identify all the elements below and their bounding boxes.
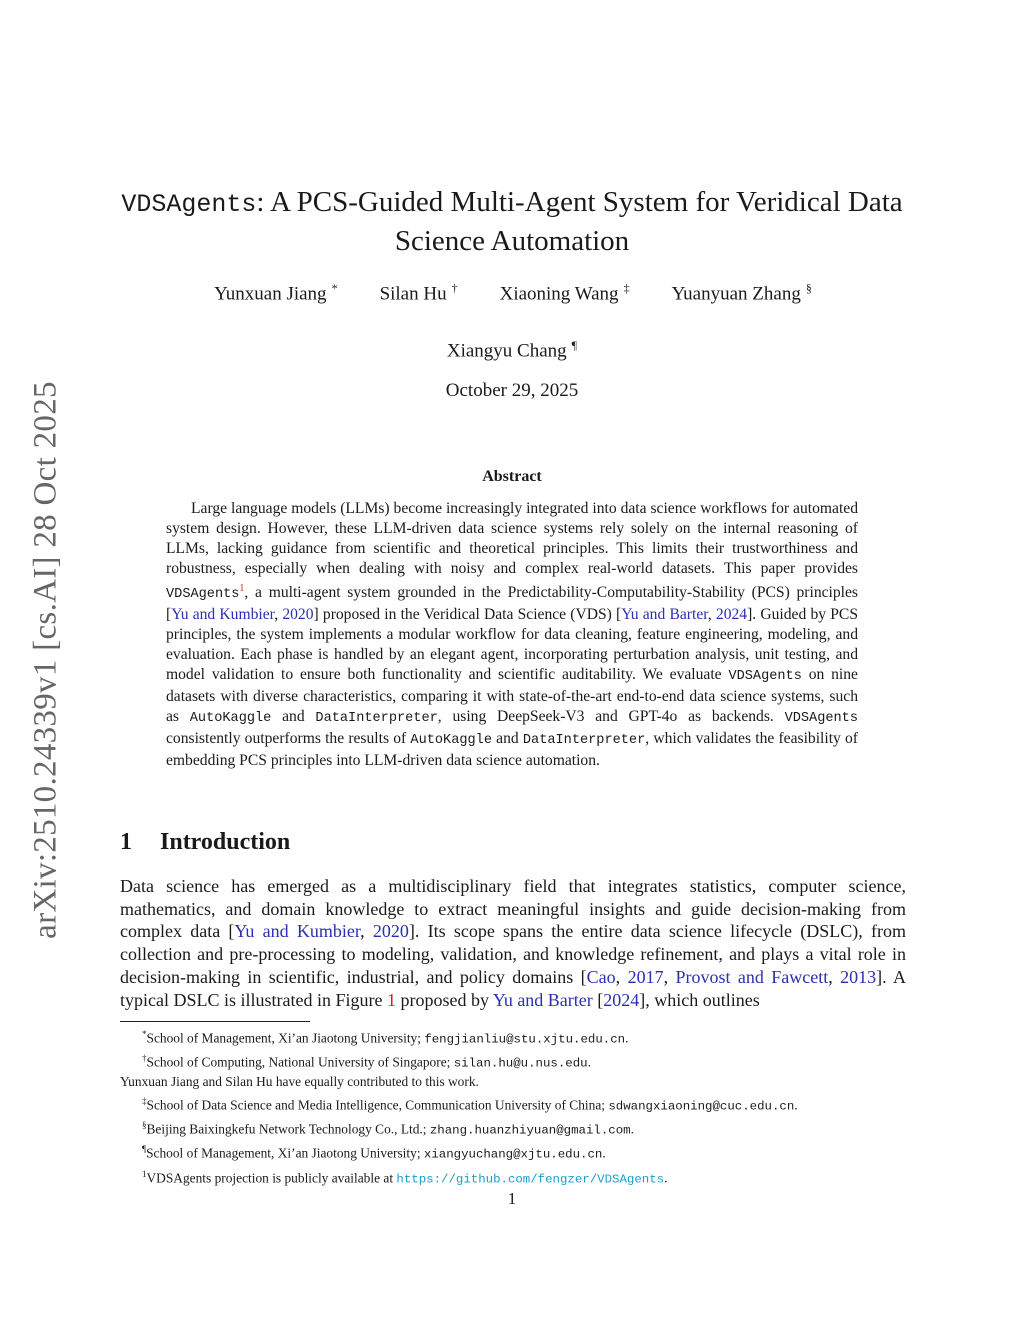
footnote-email: sdwangxiaoning@cuc.edu.cn: [608, 1099, 795, 1114]
footnote-email: xiangyuchang@xjtu.edu.cn: [423, 1147, 603, 1162]
section-number: 1: [120, 829, 132, 855]
citation-link[interactable]: 2017: [627, 966, 664, 987]
footnote-text: School of Data Science and Media Intelligence, Communication University of China;: [146, 1097, 609, 1113]
footnote-email: zhang.huanzhiyuan@gmail.com: [429, 1123, 631, 1138]
abstract-text: ] proposed in the Veridical Data Science (VDS) [: [313, 606, 622, 624]
footnote-mark: †: [142, 1053, 147, 1064]
author: [359, 281, 479, 305]
citation-link[interactable]: Yu and Barter: [621, 606, 708, 624]
citation-link[interactable]: 2013: [840, 966, 877, 987]
body-text: ]. A typical DSLC is illustrated in Figure: [120, 966, 907, 1010]
citation-link[interactable]: Yu and Kumbier: [234, 921, 361, 942]
footnote-text: School of Management, Xi’an Jiaotong University;: [146, 1145, 424, 1161]
figure-ref-link[interactable]: 1: [386, 989, 396, 1010]
abstract-text: consistently outperforms the results of: [166, 730, 411, 748]
system-name: VDSAgents: [784, 711, 858, 727]
abstract-text: and: [491, 730, 523, 748]
body-text: , which outlines: [645, 989, 760, 1010]
publication-date: October 29, 2025: [445, 380, 579, 401]
author-affiliation-mark: ¶: [571, 338, 578, 352]
citation-link[interactable]: 2024: [603, 989, 640, 1010]
footnote: *School of Management, Xi’an Jiaotong University; fengjianliu@stu.xjtu.edu.cn.: [142, 1029, 629, 1047]
section-title: Introduction: [160, 829, 291, 855]
footnote-text: School of Management, Xi’an Jiaotong University;: [146, 1030, 425, 1046]
paper-title: [110, 184, 914, 259]
author-name: Xiaoning Wang: [499, 283, 619, 305]
author-name: Yunxuan Jiang: [214, 283, 327, 305]
abstract-text: , using DeepSeek-V3 and GPT-4o as backends.: [437, 708, 785, 726]
author-affiliation-mark: ‡: [623, 281, 630, 295]
footnote-mark: §: [142, 1120, 147, 1131]
page-number: 1: [507, 1189, 517, 1208]
system-name: DataInterpreter: [315, 711, 438, 727]
abstract-text: , which validates the feasibility of embedding PCS principles into LLM-driven data science automation.: [166, 730, 859, 770]
author: [651, 281, 833, 305]
system-name: AutoKaggle: [189, 711, 272, 727]
abstract-text: , a multi-agent system grounded in the Predictability-Computability-Stability (PCS) principles [: [166, 584, 858, 624]
author: [479, 281, 651, 305]
title-system-name: VDSAgents: [121, 190, 257, 219]
author: [193, 281, 358, 305]
footnote-divider: [120, 1021, 310, 1022]
introduction-paragraph: Data science has emerged as a multidisciplinary field that integrates statistics, computer science, mathematics, and domain knowledge to extract meaningful insights and guide decision-making from complex data [Yu and Kumbier, 2020]. Its scope spans the entire data science lifecycle (DSLC), from collection and pre-processing to modeling, validation, and knowledge refinement, and plays a vital role in decision-making in scientific, industrial, and policy domains [Cao, 2017, Provost and Fawcett, 2013]. A typical DSLC is illustrated in Figure 1 proposed by Yu and Barter [2024], which outlines: [120, 876, 907, 1010]
footnote: §Beijing Baixingkefu Network Technology Co., Ltd.; zhang.huanzhiyuan@gmail.com.: [142, 1120, 634, 1138]
repository-url-link[interactable]: https://github.com/fengzer/VDSAgents: [396, 1172, 665, 1187]
citation-link[interactable]: Cao: [586, 966, 616, 987]
footnote: ‡School of Data Science and Media Intelligence, Communication University of China; sdwangxiaoning@cuc.edu.cn.: [142, 1096, 798, 1114]
title-line2: Science Automation: [394, 225, 630, 257]
abstract-text: Large language models (LLMs) become increasingly integrated into data science workflows for automated system design. However, these LLM-driven data science systems rely solely on the internal reasoning of LLMs, lacking guidance from scientific and theoretical principles. This limits their trustworthiness and robustness, especially when dealing with noisy and complex real-world datasets. This paper provides: [166, 500, 858, 577]
footnotes: [120, 1025, 920, 1189]
footnote-text: VDSAgents projection is publicly available at: [146, 1170, 397, 1186]
footnote-mark: 1: [142, 1168, 147, 1179]
body-text: proposed by: [395, 989, 493, 1010]
author-affiliation-mark: §: [805, 281, 812, 295]
body-text: ]. Its scope spans the entire data science lifecycle (DSLC), from collection and pre-processing to modeling, validation, and knowledge refinement, and plays a vital role in decision-making in scientific, industrial, and policy domains [: [120, 921, 906, 987]
footnote-email: fengjianliu@stu.xjtu.edu.cn: [424, 1032, 626, 1047]
abstract-text: on nine datasets with diverse characteristics, comparing it with state-of-the-art end-to-end data science systems, such as: [166, 666, 858, 726]
author-name: Xiangyu Chang: [446, 340, 567, 362]
footnote-text: Beijing Baixingkefu Network Technology Co., Ltd.;: [146, 1121, 430, 1137]
footnote: $^1$VDSAgents projection is publicly available at https://github.com/fengzer/VDSAgents.: [142, 1168, 668, 1187]
footnote: Yunxuan Jiang and Silan Hu have equally contributed to this work.: [120, 1074, 479, 1090]
citation-link[interactable]: Yu and Kumbier: [171, 606, 275, 624]
author-name: Yuanyuan Zhang: [671, 283, 801, 305]
citation-link[interactable]: 2020: [282, 606, 314, 624]
footnote-mark: ‡: [142, 1096, 147, 1107]
author-affiliation-mark: *: [331, 281, 338, 295]
footnote-email: silan.hu@u.nus.edu: [453, 1056, 588, 1071]
footnote: ¶School of Management, Xi’an Jiaotong University; xiangyuchang@xjtu.edu.cn.: [142, 1144, 606, 1162]
system-name: AutoKaggle: [410, 733, 492, 749]
system-name: VDSAgents: [166, 587, 240, 603]
footnote-mark: ¶: [142, 1144, 147, 1155]
footnote-text: School of Computing, National University of Singapore;: [146, 1054, 454, 1070]
abstract-text: and: [271, 708, 316, 726]
author-name: Silan Hu: [379, 283, 447, 305]
author-list: [120, 281, 906, 305]
title-line1: : A PCS-Guided Multi-Agent System for Veridical Data: [256, 186, 903, 218]
footnote-mark: *: [142, 1029, 147, 1039]
arxiv-identifier-stamp: arXiv:2510.24339v1 [cs.AI] 28 Oct 2025: [27, 381, 64, 939]
author-affiliation-mark: †: [451, 281, 458, 295]
abstract-text: ]. Guided by PCS principles, the system implements a modular workflow for data cleaning, feature engineering, modeling, and evaluation. Each phase is handled by an elegant agent, incorporating perturbation analysis, unit testing, and model validation to ensure both functionality and scientific auditability. We evaluate: [166, 606, 858, 684]
system-name: DataInterpreter: [522, 733, 646, 749]
citation-link[interactable]: Provost and Fawcett: [675, 966, 829, 987]
abstract-heading: Abstract: [482, 468, 542, 485]
footnote-ref[interactable]: 1: [239, 583, 245, 594]
section-heading: [120, 829, 290, 856]
system-name: VDSAgents: [728, 669, 802, 685]
citation-link[interactable]: 2020: [372, 921, 409, 942]
abstract-body: Large language models (LLMs) become increasingly integrated into data science workflows for automated system design. However, these LLM-driven data science systems rely solely on the internal reasoning of LLMs, lacking guidance from scientific and theoretical principles. This limits their trustworthiness and robustness, especially when dealing with noisy and complex real-world datasets. This paper provides VDSAgents$^1$, a multi-agent system grounded in the Predictability-Computability-Stability (PCS) principles [Yu and Kumbier, 2020] proposed in the Veridical Data Science (VDS) [Yu and Barter, 2024]. Guided by PCS principles, the system implements a modular workflow for data cleaning, feature engineering, modeling, and evaluation. Each phase is handled by an elegant agent, incorporating perturbation analysis, unit testing, and model validation to ensure both functionality and scientific auditability. We evaluate VDSAgents on nine datasets with diverse characteristics, comparing it with state-of-the-art end-to-end data science systems, such as AutoKaggle and DataInterpreter, using DeepSeek-V3 and GPT-4o as backends. VDSAgents consistently outperforms the results of AutoKaggle and DataInterpreter, which validates the feasibility of embedding PCS principles into LLM-driven data science automation.: [166, 500, 859, 770]
citation-link[interactable]: Yu and Barter: [492, 989, 593, 1010]
citation-link[interactable]: 2024: [715, 606, 748, 624]
footnote: †School of Computing, National University of Singapore; silan.hu@u.nus.edu.: [142, 1053, 591, 1071]
author: [0, 338, 1024, 362]
body-text: Data science has emerged as a multidisciplinary field that integrates statistics, computer science, mathematics, and domain knowledge to extract meaningful insights and guide decision-making from complex data [: [120, 876, 906, 942]
